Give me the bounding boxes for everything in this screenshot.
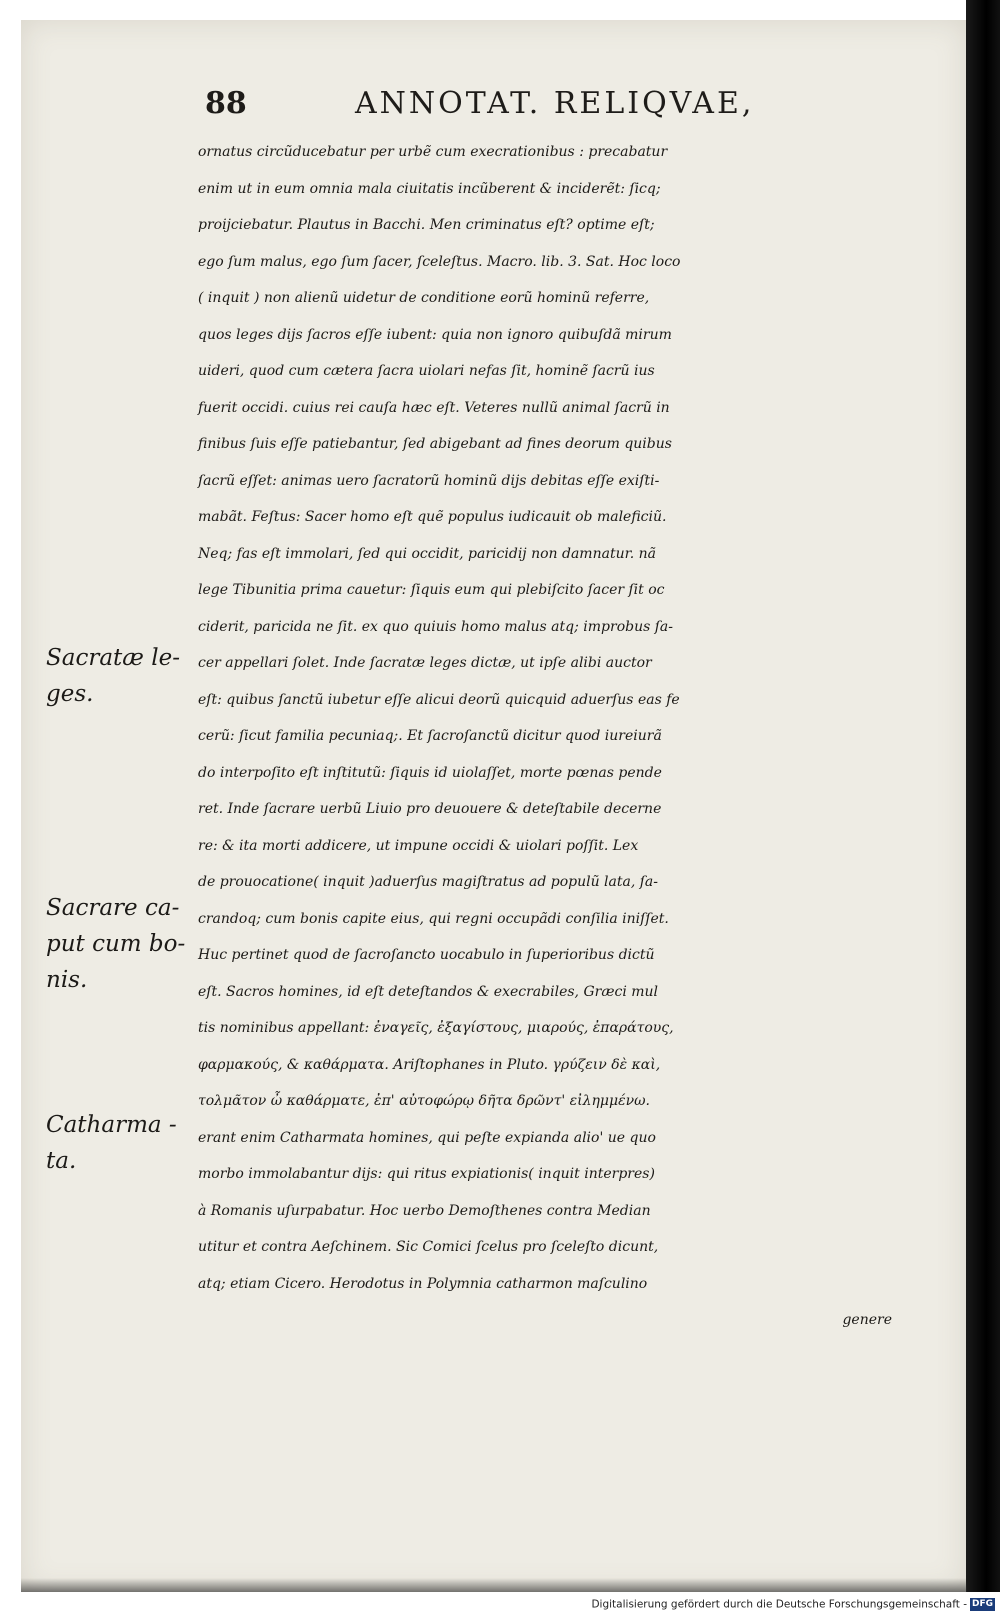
text-line: re: & ita morti addicere, ut impune occidi & uiolari poſſit. Lex (198, 837, 639, 854)
text-line: eſt: quibus ſanctũ iubetur eſſe alicui deorũ quicquid aduerſus eas fe (198, 691, 680, 708)
margin-note-sacrare-caput (46, 890, 191, 998)
greek-line: φαρμακούς, & καθάρματα. Ariſtophanes in Pluto. γρύζειν δὲ καὶ, (198, 1056, 661, 1073)
text-line: crandoq; cum bonis capite eius, qui regni occupãdi conſilia iniſſet. (198, 910, 669, 927)
text-line: erant enim Catharmata homines, qui peſte expianda alio' ue quo (198, 1129, 656, 1146)
text-line: mabãt. Feſtus: Sacer homo eſt quẽ populus iudicauit ob maleficiũ. (198, 509, 667, 525)
text-line: proijciebatur. Plautus in Bacchi. Men criminatus eſt? optime eſt; (198, 217, 655, 233)
greek-line: tis nominibus appellant: ἐναγεῖς, ἐξαγίστους, μιαρούς, ἐπαράτους, (198, 1020, 674, 1036)
page-bottom-shadow (21, 1578, 967, 1592)
text-line: cerũ: ſicut familia pecuniaq;. Et ſacroſanctũ dicitur quod iureiurã (198, 728, 662, 744)
text-line: ret. Inde ſacrare uerbũ Liuio pro deuouere & deteſtabile decerne (198, 801, 662, 817)
text-line: Neq; fas eſt immolari, ſed qui occidit, paricidij non damnatur. nã (198, 545, 657, 562)
text-line: ſacrũ eſſet: animas uero ſacratorũ hominũ dijs debitas eſſe exiſti- (198, 472, 660, 489)
text-line: uideri, quod cum cætera ſacra uiolari nefas ſit, hominẽ ſacrũ ius (198, 363, 655, 379)
margin-note-line: Catharma - (46, 1112, 177, 1138)
margin-note-line: Sacrare ca- (46, 895, 180, 921)
text-line: à Romanis uſurpabatur. Hoc uerbo Demoſthenes contra Median (198, 1202, 651, 1219)
margin-note-catharmata (46, 1107, 191, 1179)
text-line: ( inquit ) non alienũ uidetur de conditione eorũ hominũ referre, (198, 290, 650, 306)
text-line: ornatus circũducebatur per urbẽ cum execrationibus : precabatur (198, 144, 668, 160)
text-line: morbo immolabantur dijs: qui ritus expiationis( inquit interpres) (198, 1166, 655, 1182)
margin-note-line: ta. (46, 1148, 77, 1174)
text-line: Huc pertinet quod de ſacroſancto uocabulo in ſuperioribus dictũ (198, 947, 655, 963)
text-line: fuerit occidi. cuius rei cauſa hæc eſt. Veteres nullũ animal ſacrũ in (198, 399, 670, 416)
page-number: 88 (205, 86, 247, 121)
page-header (205, 86, 825, 126)
text-line: eſt. Sacros homines, id eſt deteſtandos & execrabiles, Græci mul (198, 983, 659, 1000)
text-line: finibus ſuis eſſe patiebantur, ſed abigebant ad fines deorum quibus (198, 436, 672, 452)
running-head: ANNOTAT. RELIQVAE, (355, 86, 755, 121)
text-line: ego ſum malus, ego ſum ſacer, ſceleſtus. Macro. lib. 3. Sat. Hoc loco (198, 253, 681, 270)
text-line: ciderit, paricida ne ſit. ex quo quiuis homo malus atq; improbus ſa- (198, 618, 673, 635)
margin-note-line: nis. (46, 967, 88, 993)
text-line: de prouocatione( inquit )aduerſus magiſtratus ad populũ lata, ſa- (198, 874, 658, 890)
text-line: atq; etiam Cicero. Herodotus in Polymnia catharmon maſculino (198, 1275, 648, 1292)
greek-line: τολμᾶτον ὦ καθάρματε, ἐπ' αὐτοφώρῳ δῆτα δρῶντ' εἰλημμένω. (198, 1093, 650, 1109)
body-text (198, 134, 898, 1339)
digitization-credit (585, 1598, 995, 1614)
text-line: quos leges dijs ſacros eſſe iubent: quia non ignoro quibuſdã mirum (198, 326, 672, 343)
margin-note-line: ges. (46, 681, 94, 707)
text-line: do interpoſito eſt inſtitutũ: ſiquis id uiolaſſet, morte pœnas pende (198, 764, 662, 781)
text-line: cer appellari ſolet. Inde ſacratæ leges dictæ, ut ipſe alibi auctor (198, 655, 652, 671)
book-spine-shadow (966, 0, 1000, 1592)
credit-text: Digitalisierung gefördert durch die Deutsche Forschungsgemeinschaft - (591, 1598, 967, 1611)
text-line: enim ut in eum omnia mala ciuitatis incũberent & inciderẽt: ſicq; (198, 180, 661, 197)
catchword: genere (842, 1312, 892, 1328)
text-line: lege Tibunitia prima cauetur: ſiquis eum qui plebiſcito ſacer ſit oc (198, 582, 665, 598)
margin-note-line: put cum bo- (46, 931, 186, 957)
margin-note-sacratae-leges (46, 640, 191, 712)
margin-note-line: Sacratæ le- (46, 645, 180, 671)
text-line: utitur et contra Aeſchinem. Sic Comici ſcelus pro ſceleſto dicunt, (198, 1239, 659, 1255)
dfg-logo: DFG (971, 1599, 993, 1609)
